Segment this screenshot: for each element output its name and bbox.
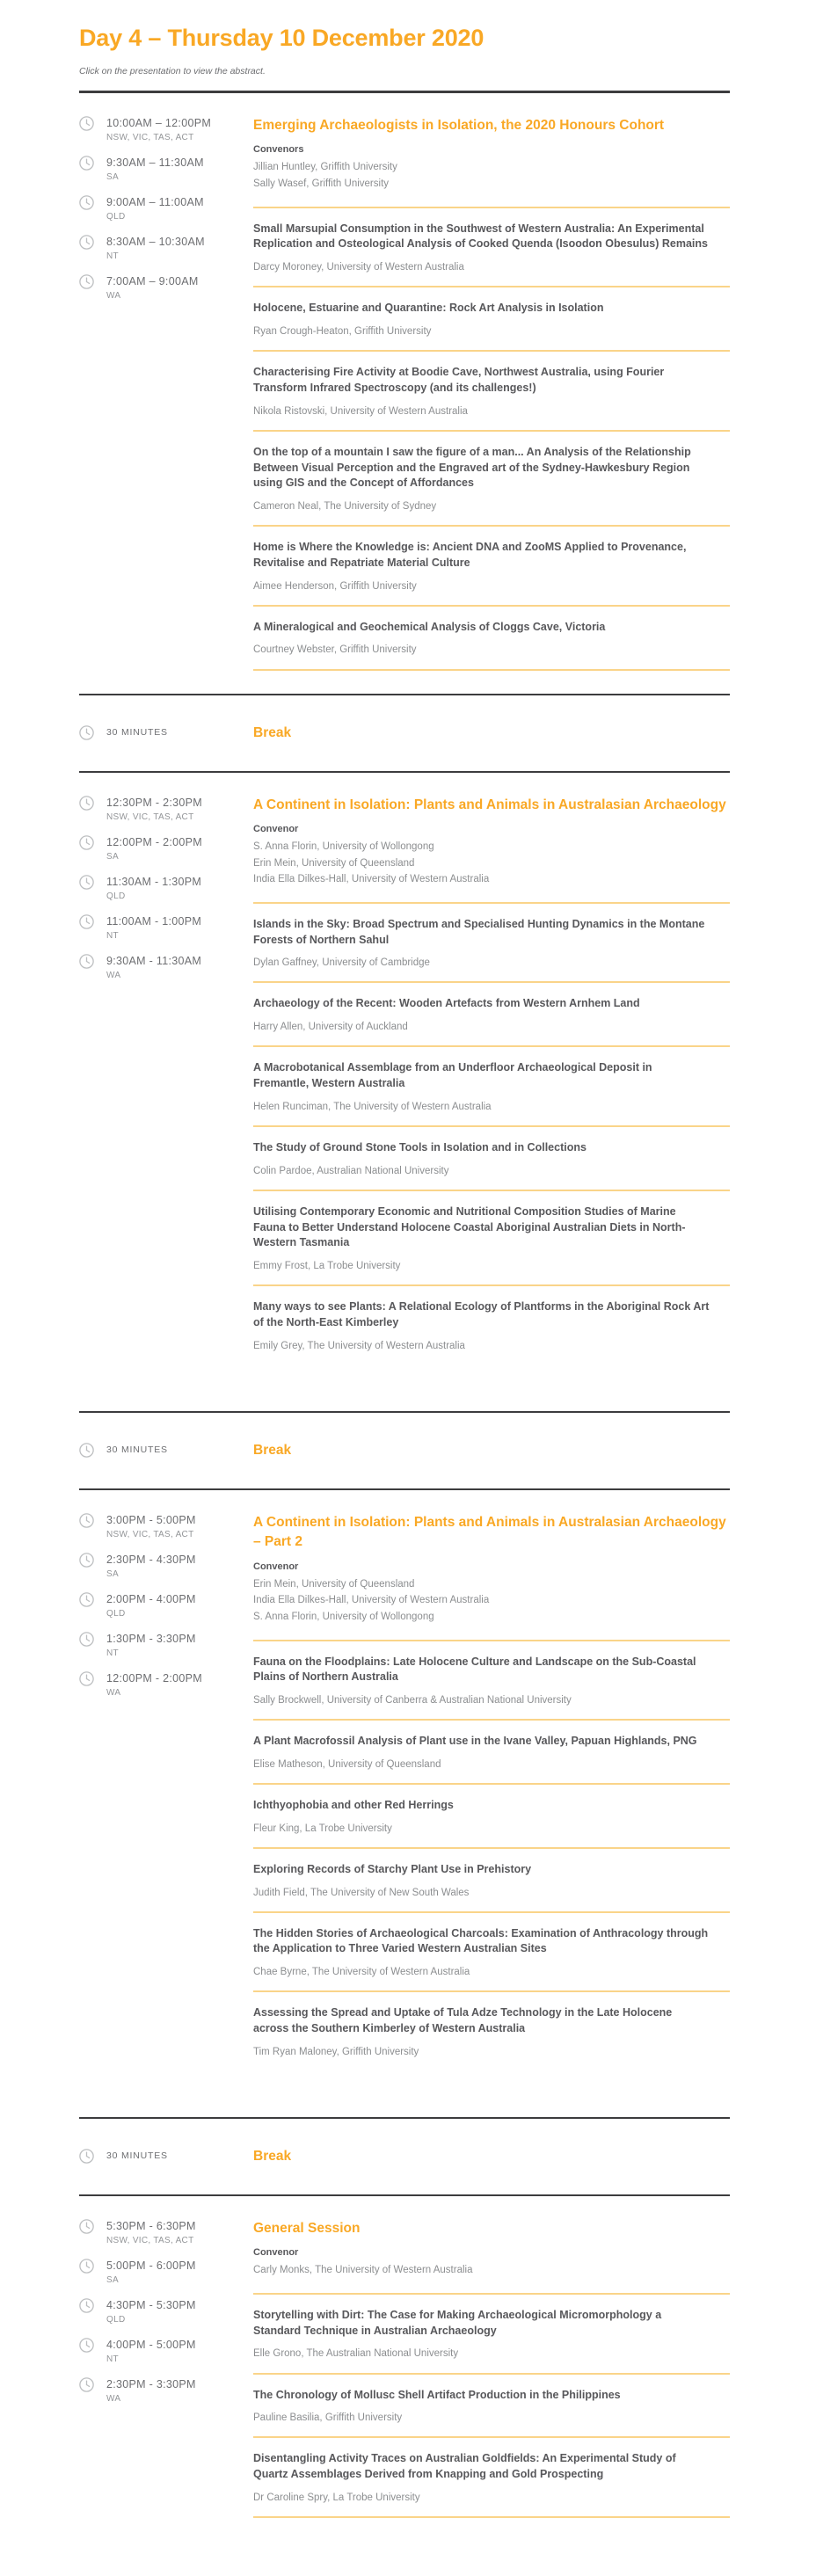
clock-icon [79,1632,106,1660]
clock-icon [79,2219,106,2247]
time-entry [79,1592,253,1620]
convenor-label: Convenor [253,1561,299,1572]
presentation-title[interactable]: Utilising Contemporary Economic and Nutritional Composition Studies of Marine Fauna to Better Understand Holocene Coastal Aboriginal Australian Diets in North-Western Tasmania [253,1204,686,1249]
presentation-list [253,208,730,671]
time-zone: SA [106,851,119,862]
time-entry [79,2298,253,2326]
presentation-title[interactable]: Exploring Records of Starchy Plant Use in Prehistory [253,1862,532,1875]
time-range: 1:30PM - 3:30PM [106,1632,196,1645]
time-zone: SA [106,172,119,182]
session-section [79,2196,730,2541]
convenor-block [253,1561,730,1641]
time-zone: NSW, VIC, TAS, ACT [106,2235,194,2245]
convenor-label: Convenor [253,2247,299,2259]
presentation-title[interactable]: Islands in the Sky: Broad Spectrum and Specialised Hunting Dynamics in the Montane Forests of Northern Sahul [253,917,705,946]
time-zone: NSW, VIC, TAS, ACT [106,133,194,142]
session-section [79,1490,730,2117]
break-duration: 30 MINUTES [106,727,168,739]
break-section [79,2119,730,2194]
session-times [79,116,253,314]
time-zone: WA [106,291,121,301]
convenor-names [253,159,730,192]
time-zone: QLD [106,1608,126,1619]
presentation-presenter: Tim Ryan Maloney, Griffith University [253,2046,419,2057]
presentation-title[interactable]: The Study of Ground Stone Tools in Isolation and in Collections [253,1140,586,1153]
time-entry [79,274,253,302]
time-entry [79,2259,253,2287]
time-zone: QLD [106,212,126,222]
time-zone: NT [106,2354,119,2364]
clock-icon [79,914,106,942]
time-entry [79,1513,253,1541]
session-times [79,796,253,993]
presentation-item[interactable] [253,1721,730,1785]
presentation-list [253,904,730,1388]
presentation-list [253,2295,730,2518]
presentation-item[interactable] [253,432,730,527]
session-section [79,773,730,1411]
break-section [79,1413,730,1488]
time-entry [79,1632,253,1660]
break-duration: 30 MINUTES [106,1444,168,1456]
time-range: 5:00PM - 6:00PM [106,2259,196,2272]
presentation-presenter: Elle Grono, The Australian National University [253,2348,459,2360]
session-times [79,1513,253,1711]
time-range: 4:00PM - 5:00PM [106,2338,196,2351]
convenor-name: Erin Mein, University of Queensland [253,857,415,869]
presentation-item[interactable] [253,2375,730,2439]
clock-icon [79,1592,106,1620]
time-range: 2:00PM - 4:00PM [106,1592,196,1605]
clock-icon [79,116,106,144]
presentation-title[interactable]: A Plant Macrofossil Analysis of Plant use in the Ivane Valley, Papuan Highlands, PNG [253,1735,697,1748]
presentation-title[interactable]: The Chronology of Mollusc Shell Artifact Production in the Philippines [253,2388,621,2401]
clock-icon [79,1553,106,1581]
convenor-name: Erin Mein, University of Queensland [253,1578,415,1590]
time-entry [79,2338,253,2366]
time-range: 4:30PM - 5:30PM [106,2298,196,2311]
break-label: Break [253,724,292,740]
presentation-title[interactable]: A Mineralogical and Geochemical Analysis of Cloggs Cave, Victoria [253,620,606,633]
presentation-presenter: Emmy Frost, La Trobe University [253,1261,401,1271]
presentation-presenter: Judith Field, The University of New South Wales [253,1887,470,1898]
presentation-presenter: Chae Byrne, The University of Western Australia [253,1967,470,1978]
convenor-name: India Ella Dilkes-Hall, University of Western Australia [253,1595,490,1606]
presentation-title[interactable]: Many ways to see Plants: A Relational Ecology of Plantforms in the Aboriginal Rock Art of the North-East Kimberley [253,1300,710,1328]
break-duration-row [79,1443,253,1458]
time-entry [79,195,253,223]
session-content [253,2219,730,2518]
time-entry [79,235,253,263]
clock-icon [79,235,106,263]
session-title[interactable]: A Continent in Isolation: Plants and Animals in Australasian Archaeology – Part 2 [253,1514,726,1550]
clock-icon [79,1443,106,1458]
presentation-item[interactable] [253,1641,730,1721]
convenor-block [253,144,730,207]
presentation-item[interactable] [253,1849,730,1913]
presentation-title[interactable]: Small Marsupial Consumption in the Southwest of Western Australia: An Experimental Replication and Osteological Analysis of Cooked Quenda (Isoodon Obesulus) Remains [253,222,708,251]
time-zone: WA [106,2393,121,2404]
time-entry [79,2219,253,2247]
presentation-presenter: Elise Matheson, University of Queensland [253,1758,441,1770]
time-entry [79,835,253,863]
presentation-presenter: Harry Allen, University of Auckland [253,1022,408,1033]
clock-icon [79,1513,106,1541]
clock-icon [79,875,106,903]
presentation-item[interactable] [253,287,730,352]
presentation-title[interactable]: Archaeology of the Recent: Wooden Artefacts from Western Arnhem Land [253,997,640,1010]
session-title[interactable]: A Continent in Isolation: Plants and Animals in Australasian Archaeology [253,797,726,812]
convenor-block [253,824,730,904]
clock-icon [79,954,106,982]
clock-icon [79,2149,106,2164]
clock-icon [79,1671,106,1699]
convenor-name: S. Anna Florin, University of Wollongong [253,1611,434,1622]
presentation-presenter: Emily Grey, The University of Western Australia [253,1340,465,1351]
time-entry [79,2377,253,2405]
presentation-title[interactable]: Fauna on the Floodplains: Late Holocene Culture and Landscape on the Sub-Coastal Plains of Northern Australia [253,1655,696,1684]
time-zone: SA [106,2274,119,2285]
presentation-item[interactable] [253,208,730,288]
clock-icon [79,195,106,223]
time-entry [79,914,253,942]
presentation-item[interactable] [253,983,730,1047]
convenor-label: Convenor [253,824,299,834]
presentation-presenter: Sally Brockwell, University of Canberra & Australian National University [253,1695,572,1706]
time-zone: NT [106,1648,119,1658]
presentation-item[interactable] [253,1785,730,1849]
time-range: 11:00AM - 1:00PM [106,914,202,928]
clock-icon [79,2298,106,2326]
convenor-name: Carly Monks, The University of Western Australia [253,2265,473,2276]
session-content [253,116,730,671]
presentation-item[interactable] [253,1913,730,1993]
time-range: 2:30PM - 3:30PM [106,2377,196,2390]
session-content [253,796,730,1388]
presentation-presenter: Dr Caroline Spry, La Trobe University [253,2492,420,2503]
clock-icon [79,2259,106,2287]
presentation-list [253,1641,730,2094]
time-range: 5:30PM - 6:30PM [106,2219,196,2232]
presentation-item[interactable] [253,2295,730,2375]
break-duration-row [79,2149,253,2164]
presentation-presenter: Helen Runciman, The University of Western Australia [253,1101,492,1112]
presentation-title[interactable]: Storytelling with Dirt: The Case for Making Archaeological Micromorphology a Standard Technique in Australian Archaeology [253,2308,662,2337]
time-zone: NT [106,251,119,261]
presentation-title[interactable]: Ichthyophobia and other Red Herrings [253,1798,454,1811]
time-zone: QLD [106,2314,126,2325]
presentation-item[interactable] [253,1191,730,1286]
time-zone: QLD [106,891,126,901]
presentation-item[interactable] [253,607,730,671]
convenor-name: Jillian Huntley, Griffith University [253,162,397,173]
presentation-item[interactable] [253,904,730,984]
presentation-presenter: Darcy Moroney, University of Western Australia [253,262,464,273]
presentation-presenter: Colin Pardoe, Australian National University [253,1165,449,1176]
presentation-presenter: Ryan Crough-Heaton, Griffith University [253,326,432,338]
time-range: 8:30AM – 10:30AM [106,236,205,248]
convenor-names [253,839,730,888]
presentation-title[interactable]: The Hidden Stories of Archaeological Charcoals: Examination of Anthracology through the Application to Three Varied Western Australian Sites [253,1926,709,1955]
time-zone: SA [106,1568,119,1579]
time-entry [79,116,253,144]
time-range: 12:00PM - 2:00PM [106,1671,203,1685]
convenor-name: Sally Wasef, Griffith University [253,178,390,190]
presentation-title[interactable]: Assessing the Spread and Uptake of Tula Adze Technology in the Late Holocene across the Southern Kimberley of Western Australia [253,2006,673,2034]
time-range: 2:30PM - 4:30PM [106,1553,196,1566]
time-entry [79,875,253,903]
time-entry [79,1671,253,1699]
session-title[interactable]: Emerging Archaeologists in Isolation, the 2020 Honours Cohort [253,118,665,133]
time-range: 9:30AM - 11:30AM [106,954,202,967]
presentation-item[interactable] [253,1286,730,1388]
presentation-title[interactable]: Disentangling Activity Traces on Australian Goldfields: An Experimental Study of Quartz Assemblages Derived from Knapping and Gold Prospecting [253,2452,676,2481]
presentation-title[interactable]: A Macrobotanical Assemblage from an Underfloor Archaeological Deposit in Fremantle, Western Australia [253,1061,652,1090]
session-times [79,2219,253,2417]
presentation-presenter: Aimee Henderson, Griffith University [253,580,417,592]
schedule-sections [79,93,730,2541]
presentation-presenter: Pauline Basilia, Griffith University [253,2412,403,2424]
convenor-block [253,2247,730,2295]
clock-icon [79,274,106,302]
time-entry [79,796,253,824]
convenor-names [253,1576,730,1626]
break-duration-row [79,725,253,740]
convenor-name: S. Anna Florin, University of Wollongong [253,841,434,852]
presentation-item[interactable] [253,1047,730,1127]
session-title[interactable]: General Session [253,2220,361,2236]
presentation-item[interactable] [253,527,730,607]
presentation-item[interactable] [253,1127,730,1191]
break-duration: 30 MINUTES [106,2150,168,2162]
time-range: 10:00AM – 12:00PM [106,117,212,129]
time-entry [79,1553,253,1581]
presentation-item[interactable] [253,1992,730,2094]
presentation-presenter: Fleur King, La Trobe University [253,1823,392,1834]
break-label: Break [253,1442,292,1458]
break-section [79,695,730,771]
break-label: Break [253,2148,292,2164]
presentation-item[interactable] [253,2438,730,2518]
time-zone: WA [106,970,121,980]
presentation-presenter: Nikola Ristovski, University of Western Australia [253,405,468,417]
page-subtitle: Click on the presentation to view the abstract. [79,66,266,76]
time-range: 12:30PM - 2:30PM [106,796,203,809]
time-zone: NSW, VIC, TAS, ACT [106,1529,194,1539]
presentation-presenter: Dylan Gaffney, University of Cambridge [253,957,430,969]
clock-icon [79,725,106,740]
presentation-title[interactable]: Holocene, Estuarine and Quarantine: Rock Art Analysis in Isolation [253,302,604,315]
time-range: 3:00PM - 5:00PM [106,1513,196,1526]
time-range: 9:00AM – 11:00AM [106,196,204,208]
session-content [253,1513,730,2094]
session-section [79,93,730,694]
clock-icon [79,156,106,184]
clock-icon [79,2338,106,2366]
time-zone: NSW, VIC, TAS, ACT [106,811,194,822]
time-entry [79,954,253,982]
clock-icon [79,835,106,863]
time-zone: NT [106,930,119,941]
convenor-name: India Ella Dilkes-Hall, University of Western Australia [253,874,490,885]
page-title: Day 4 – Thursday 10 December 2020 [79,25,484,51]
presentation-title[interactable]: Home is Where the Knowledge is: Ancient DNA and ZooMS Applied to Provenance, Revitalise and Repatriate Material Culture [253,541,687,569]
presentation-title[interactable]: Characterising Fire Activity at Boodie Cave, Northwest Australia, using Fourier Transform Infrared Spectroscopy (and its challenges!) [253,366,665,394]
presentation-presenter: Cameron Neal, The University of Sydney [253,501,437,512]
clock-icon [79,796,106,824]
presentation-item[interactable] [253,352,730,432]
clock-icon [79,2377,106,2405]
convenor-names [253,2262,730,2279]
time-entry [79,156,253,184]
time-range: 12:00PM - 2:00PM [106,835,203,848]
time-zone: WA [106,1687,121,1698]
presentation-title[interactable]: On the top of a mountain I saw the figure of a man... An Analysis of the Relationship Between Visual Perception and the Engraved art of the Sydney-Hawkesbury Region using GIS and the Concept of Affordances [253,445,691,490]
time-range: 7:00AM – 9:00AM [106,275,199,287]
convenor-label: Convenors [253,144,304,156]
presentation-presenter: Courtney Webster, Griffith University [253,644,417,656]
time-range: 11:30AM - 1:30PM [106,875,202,888]
time-range: 9:30AM – 11:30AM [106,156,204,169]
